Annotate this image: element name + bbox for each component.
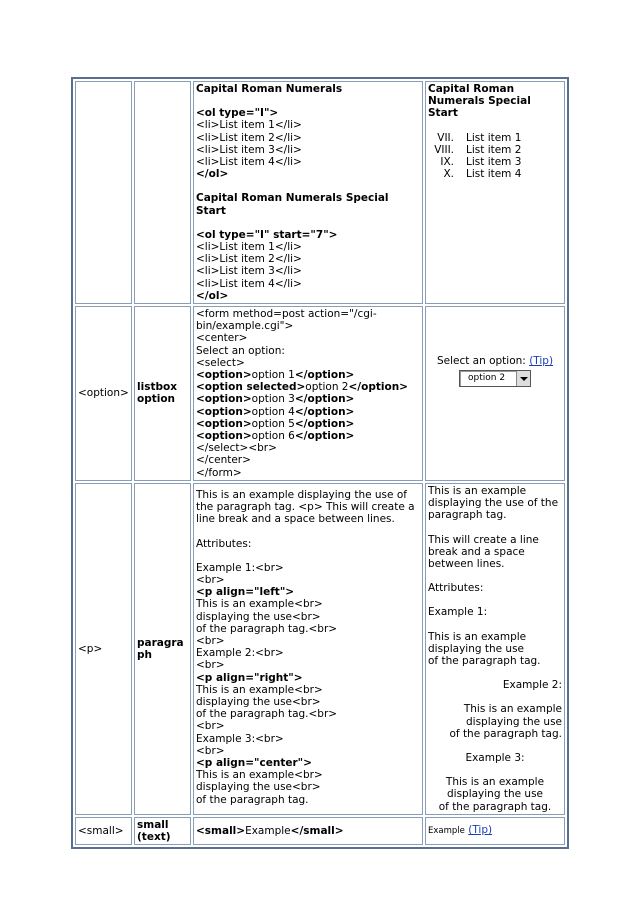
- output-paragraph: Example 1:: [428, 606, 488, 619]
- list-item: VIII. List item 2: [434, 143, 522, 156]
- code-line: <li>List item 4</li>: [196, 156, 302, 169]
- code-line: </ol>: [196, 168, 229, 181]
- code-line: <p align="right">: [196, 671, 303, 684]
- code-line: <center>: [196, 332, 248, 345]
- code-cell: [193, 81, 423, 304]
- tag-cell: <option>: [75, 306, 132, 481]
- code-line: <br>: [196, 659, 225, 672]
- code-cell: <small>Example</small>: [193, 817, 423, 845]
- code-line: <option>option 5</option>: [196, 417, 355, 430]
- output-paragraph: Attributes:: [428, 582, 484, 595]
- code-line: of the paragraph tag.: [196, 793, 309, 806]
- code-line: This is an example<br>: [196, 598, 323, 611]
- table-row: [75, 306, 565, 481]
- code-line: of the paragraph tag.<br>: [196, 708, 338, 721]
- code-line: <li>List item 1</li>: [196, 119, 302, 132]
- code-heading: Capital Roman Numerals Special Start: [196, 192, 389, 217]
- code-line: Example 3:<br>: [196, 732, 284, 745]
- select-value: option 2: [468, 372, 506, 383]
- code-line: <option>option 4</option>: [196, 405, 355, 418]
- code-line: of the paragraph tag.<br>: [196, 622, 338, 635]
- option-select[interactable]: [459, 370, 531, 387]
- name-cell: paragraph: [134, 483, 191, 815]
- code-line: displaying the use<br>: [196, 781, 321, 794]
- html-reference-table: [71, 77, 569, 849]
- tip-link[interactable]: (Tip): [529, 355, 554, 368]
- output-paragraph-left: This is an example displaying the use of the paragraph tag.: [428, 630, 541, 667]
- code-line: <option selected>option 2</option>: [196, 381, 408, 394]
- output-cell: [425, 483, 565, 815]
- code-line: <br>: [196, 720, 225, 733]
- code-line: <select>: [196, 356, 245, 369]
- code-line: <form method=post action="/cgi-bin/example.cgi">: [196, 308, 377, 333]
- list-item: IX. List item 3: [440, 156, 522, 169]
- code-line: </select><br>: [196, 442, 277, 455]
- small-example-text: Example: [428, 826, 465, 837]
- tag-cell: [75, 81, 132, 304]
- code-line: Example 1:<br>: [196, 561, 284, 574]
- code-line: </ol>: [196, 289, 229, 302]
- output-cell: [425, 81, 565, 304]
- tag-cell: <small>: [75, 817, 132, 845]
- code-line: </form>: [196, 466, 242, 479]
- chevron-down-icon[interactable]: [516, 371, 530, 386]
- code-line: <option>option 6</option>: [196, 430, 355, 443]
- code-cell: [193, 306, 423, 481]
- code-line: <li>List item 4</li>: [196, 277, 302, 290]
- code-line: <br>: [196, 573, 225, 586]
- name-cell: small (text): [134, 817, 191, 845]
- output-paragraph-center: This is an example displaying the use of the paragraph tag.: [438, 776, 552, 813]
- code-line: <ol type="I">: [196, 107, 279, 120]
- code-line: <option>option 3</option>: [196, 393, 355, 406]
- code-line: displaying the use<br>: [196, 695, 321, 708]
- output-heading: Capital Roman Numerals Special Start: [428, 83, 531, 120]
- table-row: [75, 483, 565, 815]
- code-line: Select an option:: [196, 344, 285, 357]
- code-line: </center>: [196, 454, 251, 467]
- output-paragraph: Example 3:: [465, 751, 525, 764]
- output-paragraph: This will create a line break and a space between lines.: [428, 533, 539, 570]
- name-cell: listbox option: [134, 306, 191, 481]
- table-row: [75, 817, 565, 845]
- code-line: <p align="center">: [196, 756, 312, 769]
- code-line: Example 2:<br>: [196, 647, 284, 660]
- name-cell: [134, 81, 191, 304]
- output-cell: [425, 817, 565, 845]
- code-line: <ol type="I" start="7">: [196, 228, 338, 241]
- output-paragraph: Example 2:: [502, 679, 562, 692]
- code-line: <option>option 1</option>: [196, 369, 355, 382]
- code-line: <br>: [196, 744, 225, 757]
- list-item: X. List item 4: [443, 168, 522, 181]
- code-line: <li>List item 2</li>: [196, 253, 302, 266]
- code-line: <li>List item 3</li>: [196, 265, 302, 278]
- code-line: <li>List item 1</li>: [196, 241, 302, 254]
- code-line: displaying the use<br>: [196, 610, 321, 623]
- output-cell: [425, 306, 565, 481]
- list-item: VII. List item 1: [437, 131, 522, 144]
- code-line: <br>: [196, 634, 225, 647]
- code-line: This is an example<br>: [196, 769, 323, 782]
- code-heading: Capital Roman Numerals: [196, 83, 343, 95]
- output-paragraph: This is an example displaying the use of the paragraph tag.: [428, 484, 559, 522]
- tag-cell: <p>: [75, 483, 132, 815]
- code-cell: [193, 483, 423, 815]
- code-text: This is an example displaying the use of the paragraph tag. <p> This will create a line break and a space between lines.: [196, 488, 415, 526]
- tip-link[interactable]: (Tip): [468, 824, 493, 837]
- output-paragraph-right: This is an example displaying the use of the paragraph tag.: [449, 703, 562, 740]
- code-line: <li>List item 2</li>: [196, 131, 302, 144]
- code-text: Attributes:: [196, 537, 252, 550]
- code-line: <p align="left">: [196, 586, 295, 599]
- select-label: Select an option:: [436, 355, 526, 368]
- code-line: This is an example<br>: [196, 683, 323, 696]
- table-row: [75, 81, 565, 304]
- code-line: <li>List item 3</li>: [196, 143, 302, 156]
